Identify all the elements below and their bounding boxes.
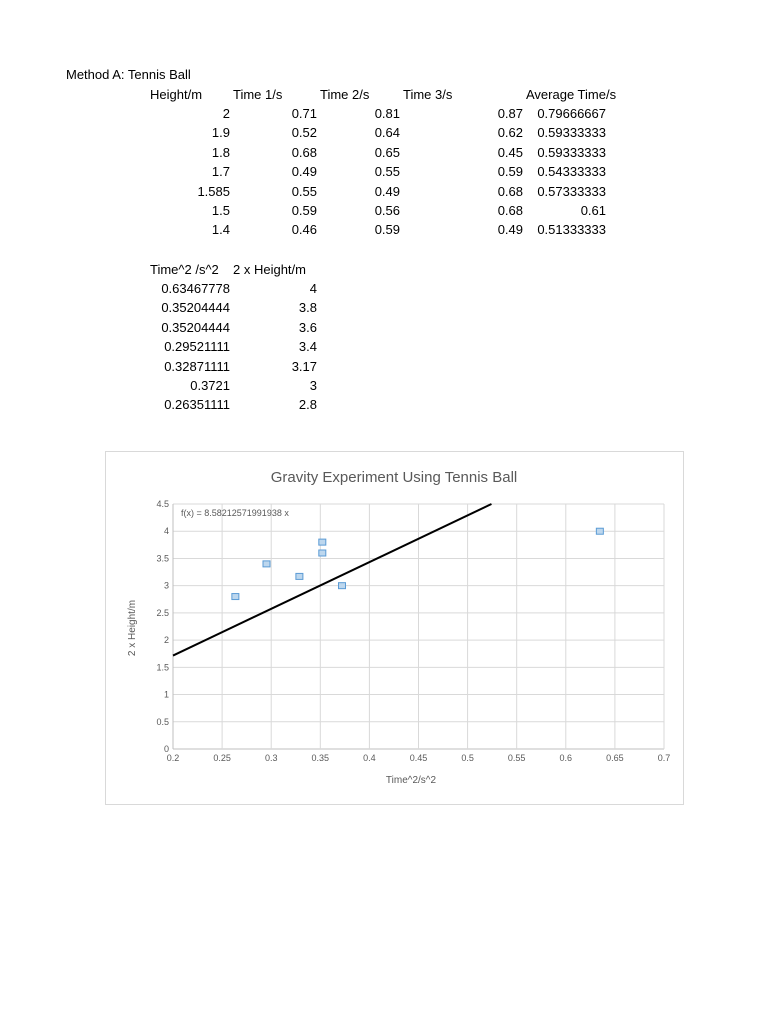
data-point — [339, 583, 346, 589]
x-tick-label: 0.55 — [507, 753, 526, 763]
table1-cell: 0.71 — [291, 106, 317, 121]
x-tick-label: 0.45 — [409, 753, 428, 763]
table1-cell: 0.68 — [497, 183, 523, 199]
table1-cell: 1.5 — [211, 203, 230, 218]
data-point — [232, 594, 239, 600]
table1-cell: 0.59 — [497, 164, 523, 180]
table2-cell: 3 — [309, 378, 317, 393]
table1-cell: 0.51333333 — [537, 222, 606, 238]
table2-cell: 0.32871111 — [164, 358, 230, 374]
table1-cell: 0.59333333 — [537, 125, 606, 141]
table2-cell: 4 — [309, 281, 317, 296]
table1-cell: 0.55 — [291, 183, 317, 199]
table2-cell: 3.17 — [291, 358, 317, 374]
data-point — [319, 550, 326, 556]
table2-cell: 0.35204444 — [161, 319, 230, 335]
table2-header: 2 x Height/m — [233, 262, 306, 277]
table2-header: Time^2 /s^2 — [150, 262, 219, 277]
table1-cell: 0.56 — [374, 203, 400, 218]
table2-cell: 2.8 — [298, 397, 317, 413]
table1-cell: 0.61 — [580, 203, 606, 218]
table1-header: Average Time/s — [526, 87, 617, 102]
table1-cell: 0.49 — [374, 183, 400, 199]
table1-cell: 0.65 — [374, 144, 400, 160]
y-tick-label: 0 — [163, 744, 169, 754]
x-tick-label: 0.3 — [264, 753, 278, 763]
chart-title: Gravity Experiment Using Tennis Ball — [270, 469, 518, 486]
y-tick-label: 1.5 — [156, 662, 169, 673]
table1-header: Time 2/s — [320, 87, 370, 102]
table1-header: Time 1/s — [233, 87, 283, 102]
x-tick-label: 0.2 — [166, 753, 180, 763]
x-tick-label: 0.5 — [461, 753, 474, 763]
data-point — [296, 573, 303, 579]
table1-cell: 0.59 — [374, 222, 400, 238]
table2-cell: 3.4 — [298, 339, 317, 355]
y-tick-label: 4.5 — [156, 499, 169, 509]
table1-cell: 0.62 — [497, 125, 523, 141]
trendline-equation: f(x) = 8.58212571991938 x — [181, 508, 289, 518]
x-tick-label: 0.6 — [559, 753, 573, 763]
trendline — [173, 504, 491, 656]
table2-cell: 0.63467778 — [161, 281, 230, 296]
table1-cell: 0.49 — [291, 164, 317, 180]
y-tick-label: 1 — [163, 689, 169, 700]
table1-cell: 0.64 — [374, 125, 400, 141]
table1-cell: 0.54333333 — [537, 164, 606, 180]
y-tick-label: 0.5 — [156, 716, 169, 727]
x-tick-label: 0.35 — [311, 753, 330, 763]
x-tick-label: 0.7 — [657, 753, 671, 763]
chart-container — [105, 451, 684, 805]
table1-cell: 0.68 — [497, 203, 523, 218]
table1-header: Height/m — [150, 87, 203, 102]
table1-cell: 0.52 — [291, 125, 317, 141]
y-tick-label: 3.5 — [156, 553, 169, 564]
table1-cell: 1.585 — [197, 183, 230, 199]
table2-cell: 0.29521111 — [164, 339, 230, 355]
table2-cell: 3.8 — [298, 300, 317, 316]
data-point — [596, 528, 603, 534]
table1-cell: 1.7 — [211, 164, 230, 180]
table2-cell: 0.26351111 — [164, 397, 230, 413]
table1-cell: 1.8 — [211, 144, 230, 160]
x-tick-label: 0.65 — [606, 753, 624, 763]
y-tick-label: 2.5 — [156, 607, 169, 618]
table1-cell: 0.55 — [374, 164, 400, 180]
x-tick-label: 0.25 — [213, 753, 231, 763]
table1-header: Time 3/s — [403, 87, 453, 102]
table1-cell: 0.59 — [291, 203, 317, 218]
y-tick-label: 2 — [163, 635, 169, 646]
y-axis-label: 2 x Height/m — [127, 599, 138, 657]
y-tick-label: 3 — [163, 580, 169, 591]
table1-cell: 0.57333333 — [537, 183, 606, 199]
table1-cell: 2 — [222, 106, 230, 121]
x-tick-label: 0.4 — [363, 753, 376, 763]
x-axis-label: Time^2/s^2 — [385, 775, 437, 786]
table1-cell: 0.79666667 — [537, 106, 606, 121]
table1-cell: 0.49 — [497, 222, 523, 238]
table2-cell: 3.6 — [298, 319, 317, 335]
table1-cell: 0.87 — [497, 106, 523, 121]
data-point — [263, 561, 270, 567]
table1-cell: 0.46 — [291, 222, 317, 238]
table2-cell: 0.3721 — [190, 378, 230, 393]
section-title: Method A: Tennis Ball — [66, 67, 191, 82]
table1-cell: 0.81 — [374, 106, 400, 121]
data-point — [319, 539, 326, 545]
y-tick-label: 4 — [163, 526, 169, 537]
table1-cell: 1.4 — [211, 222, 230, 238]
table1-cell: 0.59333333 — [537, 144, 606, 160]
table1-cell: 1.9 — [211, 125, 230, 141]
table1-cell: 0.45 — [497, 144, 523, 160]
scatter-chart — [106, 452, 683, 804]
table1-cell: 0.68 — [291, 144, 317, 160]
table2-cell: 0.35204444 — [161, 300, 230, 316]
